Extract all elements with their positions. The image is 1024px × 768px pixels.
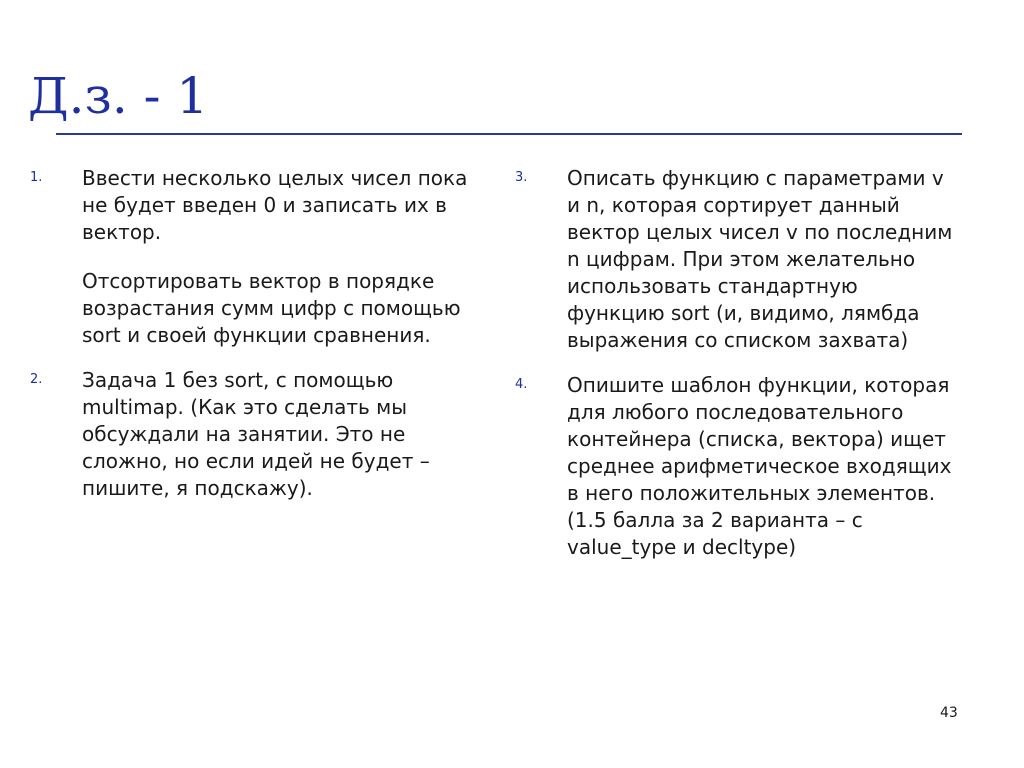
task-number: 3. [515,170,528,185]
task-item-3 [515,165,960,354]
task-text: Задача 1 без sort, с помощью multimap. (Как это сделать мы обсуждали на занятии. Это не сложно, но если идей не будет – пишите, я подскажу). [82,368,430,500]
task-item-4 [515,372,960,561]
task-number: 1. [30,170,43,185]
task-list-right-column [515,165,960,579]
task-text: Ввести несколько целых чисел пока не будет введен 0 и записать их в вектор. [82,166,468,244]
task-text: Опишите шаблон функции, которая для любого последовательного контейнера (списка, вектора) ищет среднее арифметическое входящих в него положительных элементов. (1.5 балла за 2 варианта – с value_type и decltype) [567,373,952,559]
task-number: 4. [515,377,528,392]
task-list-left-column [30,165,486,520]
title-divider [56,133,962,135]
task-text: Описать функцию с параметрами v и n, которая сортирует данный вектор целых чисел v по последним n цифрам. При этом желательно использовать стандартную функцию sort (и, видимо, лямбда выражения со списком захвата) [567,166,953,352]
task-item-2 [30,367,486,502]
task-item-1 [30,165,486,349]
task-number: 2. [30,372,43,387]
task-text: Отсортировать вектор в порядке возрастания сумм цифр с помощью sort и своей функции сравнения. [82,269,461,347]
slide-title: Д.з. - 1 [28,67,209,125]
page-number: 43 [940,705,958,721]
